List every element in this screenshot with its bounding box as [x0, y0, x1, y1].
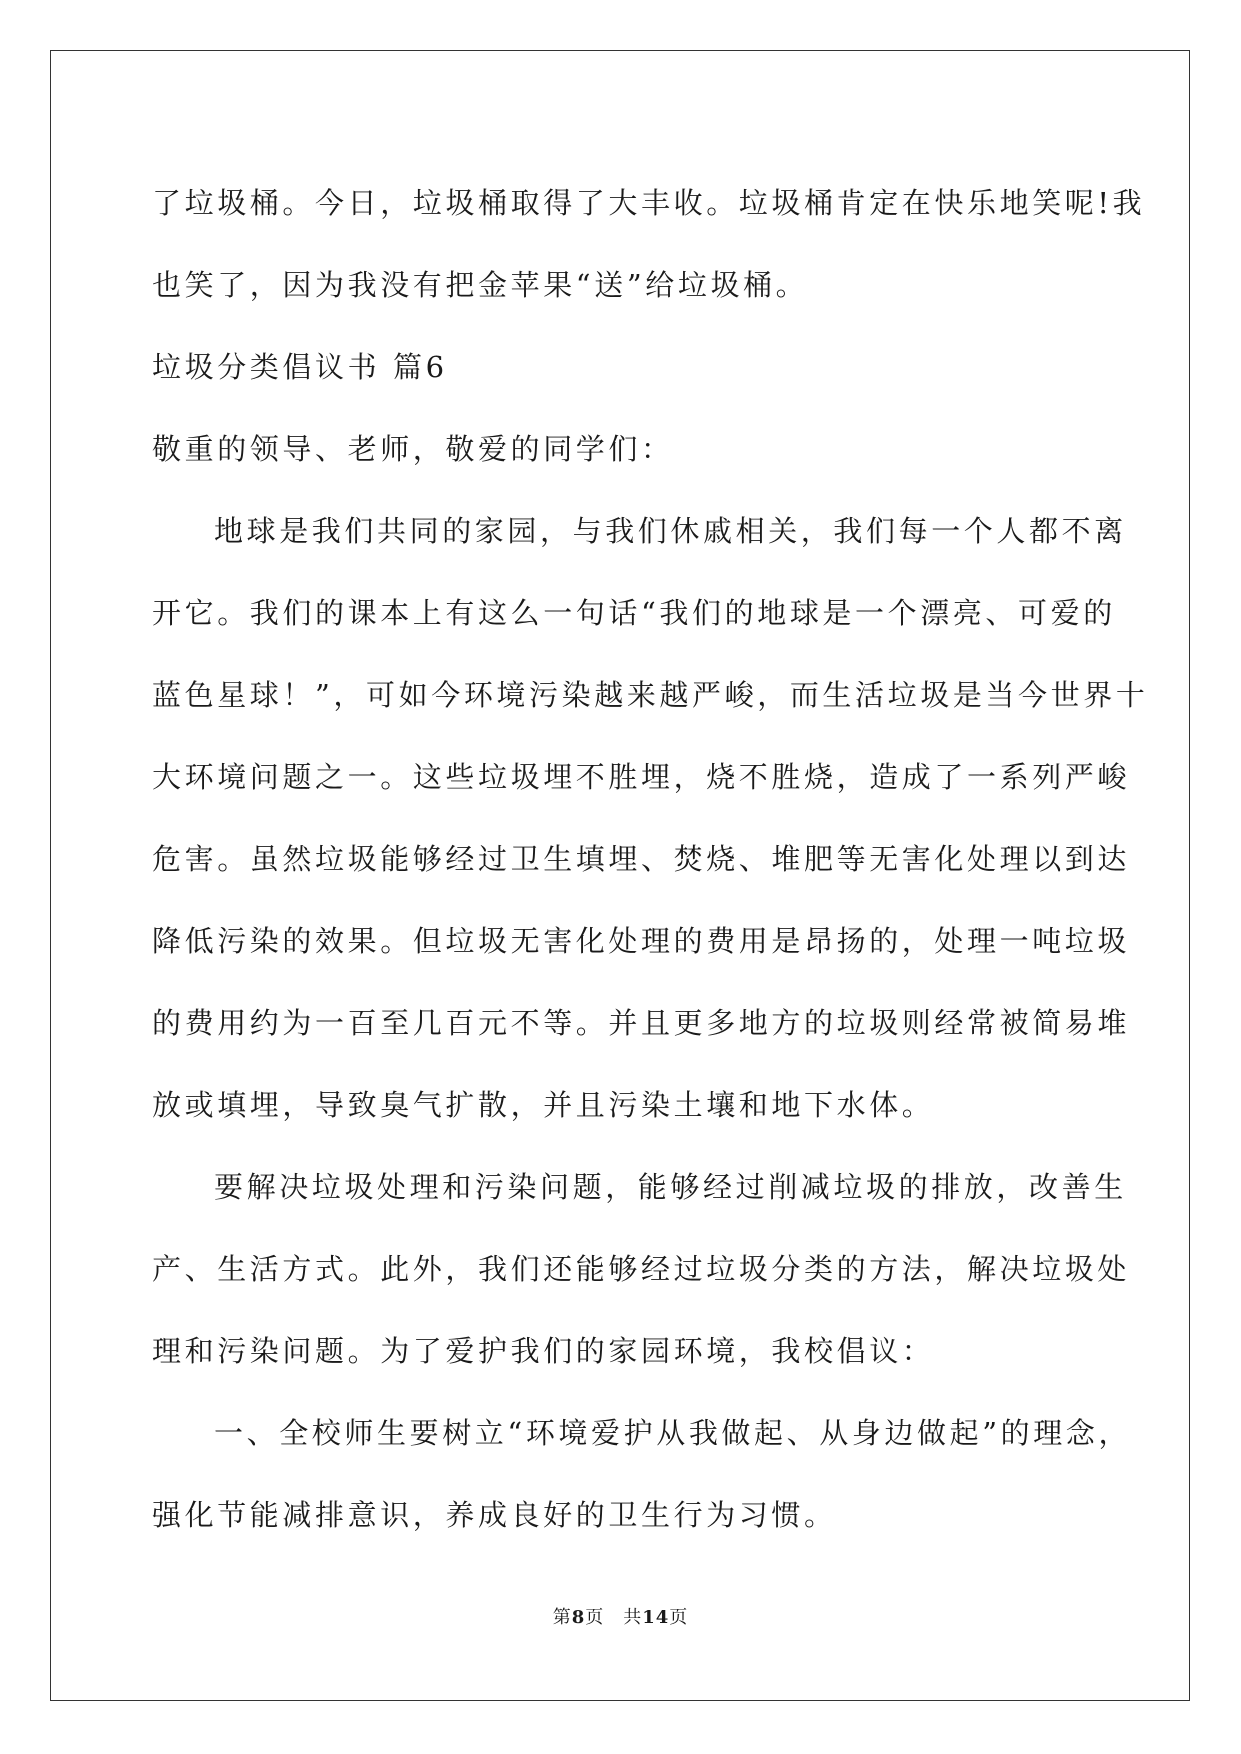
footer-suffix: 页 [669, 1607, 689, 1628]
paragraph-line: 理和污染问题。为了爱护我们的家园环境，我校倡议： [152, 1334, 935, 1368]
footer-prefix: 第 [552, 1607, 572, 1628]
paragraph-line: 强化节能减排意识，养成良好的卫生行为习惯。 [152, 1498, 837, 1532]
paragraph-line: 开它。我们的课本上有这么一句话“我们的地球是一个漂亮、可爱的 [152, 596, 1116, 630]
page-footer [0, 1603, 1241, 1629]
paragraph-line: 也笑了，因为我没有把金苹果“送”给垃圾桶。 [152, 268, 809, 302]
section-heading: 垃圾分类倡议书 篇6 [152, 350, 448, 384]
paragraph-line: 降低污染的效果。但垃圾无害化处理的费用是昂扬的，处理一吨垃圾 [152, 924, 1131, 958]
current-page-number: 8 [571, 1607, 586, 1628]
paragraph-line: 放或填埋，导致臭气扩散，并且污染土壤和地下水体。 [152, 1088, 935, 1122]
paragraph-line: 要解决垃圾处理和污染问题，能够经过削减垃圾的排放，改善生 [214, 1170, 1127, 1204]
footer-middle: 页 共 [585, 1607, 643, 1628]
total-pages-number: 14 [642, 1607, 670, 1628]
document-body [152, 162, 1149, 1556]
paragraph-line: 产、生活方式。此外，我们还能够经过垃圾分类的方法，解决垃圾处 [152, 1252, 1131, 1286]
paragraph-line: 危害。虽然垃圾能够经过卫生填埋、焚烧、堆肥等无害化处理以到达 [152, 842, 1131, 876]
paragraph-line: 大环境问题之一。这些垃圾埋不胜埋，烧不胜烧，造成了一系列严峻 [152, 760, 1131, 794]
paragraph-line: 的费用约为一百至几百元不等。并且更多地方的垃圾则经常被简易堆 [152, 1006, 1131, 1040]
paragraph-line: 地球是我们共同的家园，与我们休戚相关，我们每一个人都不离 [214, 514, 1127, 548]
paragraph-line: 蓝色星球！”，可如今环境污染越来越严峻，而生活垃圾是当今世界十 [152, 678, 1149, 712]
paragraph-line: 一、全校师生要树立“环境爱护从我做起、从身边做起”的理念， [214, 1416, 1132, 1450]
salutation: 敬重的领导、老师，敬爱的同学们： [152, 432, 674, 466]
paragraph-line: 了垃圾桶。今日，垃圾桶取得了大丰收。垃圾桶肯定在快乐地笑呢!我 [152, 186, 1146, 220]
